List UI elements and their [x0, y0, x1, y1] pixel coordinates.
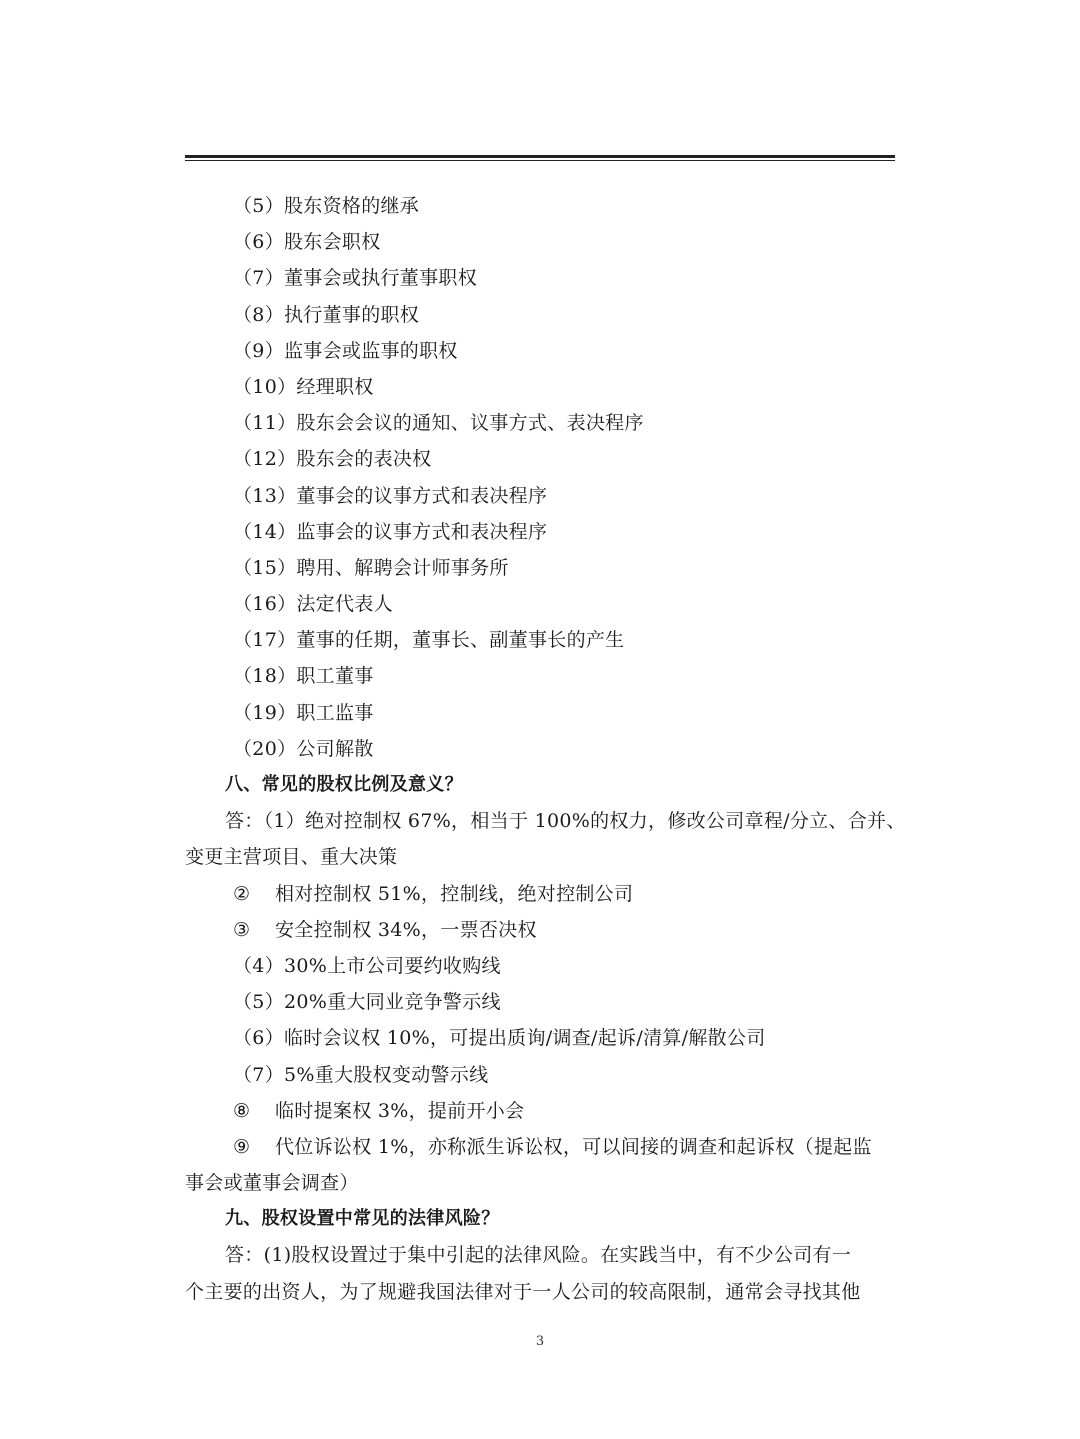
- list-item: （15）聘用、解聘会计师事务所: [233, 556, 509, 579]
- list-item: （6）股东会职权: [233, 231, 381, 254]
- list-item: （11）股东会会议的通知、议事方式、表决程序: [233, 412, 644, 435]
- list-item: [185, 876, 897, 912]
- list-item: （7）董事会或执行董事职权: [233, 267, 477, 290]
- list-item: （4）30%上市公司要约收购线: [233, 954, 501, 977]
- list-item: （18）职工董事: [233, 665, 374, 688]
- section-heading-8: 八、常见的股权比例及意义？: [225, 774, 463, 795]
- circled-number: ③: [233, 918, 251, 941]
- list-item: （13）董事会的议事方式和表决程序: [233, 484, 548, 507]
- list-item: （9）监事会或监事的职权: [233, 339, 458, 362]
- list-item: [185, 1129, 897, 1165]
- section-heading-9: 九、股权设置中常见的法律风险？: [225, 1208, 500, 1230]
- list-item-text: 代位诉讼权 1%，亦称派生诉讼权，可以间接的调查和起诉权（提起监: [275, 1135, 872, 1158]
- page-number: 3: [535, 1334, 545, 1349]
- answer-line-continued: 个主要的出资人，为了规避我国法律对于一人公司的较高限制，通常会寻找其他: [185, 1280, 861, 1303]
- circled-number: ⑨: [233, 1135, 251, 1158]
- list-item-text: 临时提案权 3%，提前开小会: [275, 1099, 525, 1122]
- circled-number: ②: [233, 882, 251, 905]
- list-item: （10）经理职权: [233, 375, 374, 398]
- document-body: [185, 188, 906, 1310]
- circled-number: ⑧: [233, 1099, 251, 1122]
- list-item-text: 安全控制权 34%，一票否决权: [275, 918, 537, 941]
- list-item: [185, 912, 897, 948]
- header-rule-thick: [185, 155, 895, 158]
- answer-line: 答：(1)股权设置过于集中引起的法律风险。在实践当中，有不少公司有一: [225, 1244, 852, 1267]
- list-item: （16）法定代表人: [233, 593, 393, 616]
- header-rule-thin: [185, 160, 895, 161]
- answer-line: 答：（1）绝对控制权 67%，相当于 100%的权力，修改公司章程/分立、合并、: [225, 810, 906, 833]
- list-item: （6）临时会议权 10%，可提出质询/调查/起诉/清算/解散公司: [233, 1027, 766, 1050]
- answer-line-continued: 变更主营项目、重大决策: [185, 846, 398, 869]
- list-item-text: 相对控制权 51%，控制线，绝对控制公司: [275, 882, 634, 905]
- list-item: （8）执行董事的职权: [233, 303, 420, 326]
- list-item: （5）20%重大同业竞争警示线: [233, 991, 501, 1014]
- list-item: （19）职工监事: [233, 701, 374, 724]
- list-item: （5）股东资格的继承: [233, 195, 420, 217]
- list-item: （12）股东会的表决权: [233, 448, 432, 471]
- list-item: （17）董事的任期，董事长、副董事长的产生: [233, 629, 625, 652]
- list-item: [185, 1093, 897, 1129]
- list-item: （7）5%重大股权变动警示线: [233, 1063, 489, 1086]
- list-item: （14）监事会的议事方式和表决程序: [233, 520, 548, 543]
- list-item-continued: 事会或董事会调查）: [185, 1172, 359, 1195]
- header-double-rule: [185, 155, 895, 161]
- list-item: （20）公司解散: [233, 737, 374, 760]
